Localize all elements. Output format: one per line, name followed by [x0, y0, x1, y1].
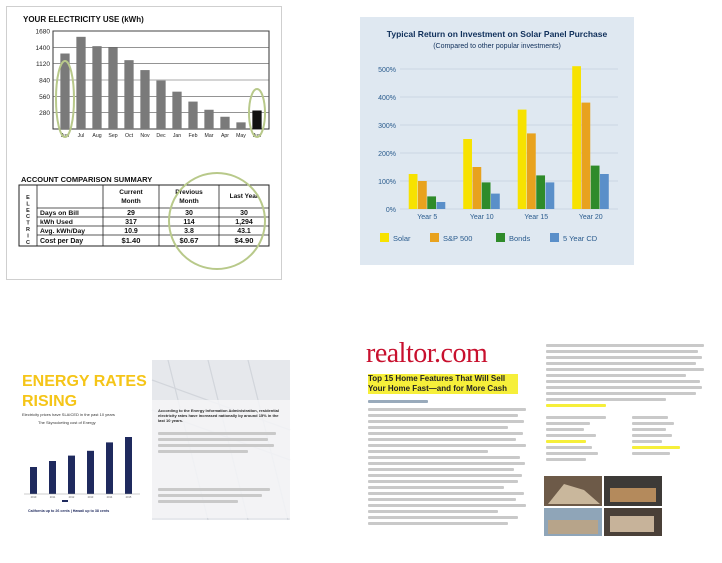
- electricity-xtick-label: Aug: [92, 133, 102, 139]
- energy-subtitle: Electricity prices have SLAICED in the past 10 years: [22, 412, 115, 417]
- energy-xtick-label: 2012: [68, 496, 75, 499]
- electricity-xtick-label: Nov: [140, 133, 150, 139]
- electricity-bar: [156, 81, 165, 129]
- summary-cell-value: 1,294: [235, 219, 253, 227]
- electricity-xtick-label: May: [236, 133, 246, 139]
- solar-legend-swatch: [550, 233, 559, 242]
- summary-cell-value: 10.9: [124, 228, 138, 236]
- realtor-logo[interactable]: realtor.com: [366, 338, 488, 369]
- electricity-ytick-label: 280: [39, 110, 50, 118]
- solar-roi-chart: [360, 17, 634, 265]
- energy-bar: [49, 461, 56, 494]
- energy-info-body: [158, 432, 278, 456]
- solar-bar: [536, 175, 545, 209]
- electricity-bar: [92, 46, 101, 129]
- solar-ytick-label: 100%: [378, 179, 396, 186]
- energy-xtick-label: 2011: [49, 496, 56, 499]
- solar-legend-label: 5 Year CD: [563, 234, 598, 243]
- energy-bar: [87, 451, 94, 494]
- energy-info-heading: According to the Energy Information Administration, residential electricity rates have increased nationally by around 15% in the last 10 years.: [158, 408, 279, 423]
- electricity-bar: [124, 60, 133, 129]
- solar-ytick-label: 400%: [378, 95, 396, 102]
- summary-row-label: Days on Bill: [40, 210, 79, 218]
- energy-legend-swatch: [62, 500, 68, 502]
- solar-chart-title: Typical Return on Investment on Solar Panel Purchase: [386, 29, 608, 39]
- summary-cell-value: $4.90: [234, 236, 254, 246]
- summary-side-label-letter: E: [26, 207, 30, 214]
- features-list-left: [546, 416, 626, 464]
- electricity-ytick-label: 1680: [35, 28, 50, 36]
- electricity-ytick-label: 1400: [35, 44, 50, 52]
- summary-side-label-letter: R: [26, 227, 30, 233]
- solar-ytick-label: 200%: [378, 151, 396, 158]
- electricity-xtick-label: Sep: [108, 133, 118, 139]
- solar-ytick-label: 300%: [378, 123, 396, 130]
- solar-legend-swatch: [430, 233, 439, 242]
- energy-title-line2: RISING: [22, 393, 78, 410]
- solar-bar: [463, 139, 472, 209]
- solar-ytick-label: 0%: [385, 207, 396, 214]
- summary-cell-value: 30: [185, 210, 193, 218]
- electricity-xtick-label: Feb: [188, 133, 198, 139]
- summary-cell-value: 30: [240, 210, 248, 218]
- energy-rates-panel[interactable]: [8, 360, 294, 520]
- summary-cell-value: 43.1: [237, 228, 251, 236]
- energy-title-line1: ENERGY RATES: [22, 373, 147, 390]
- summary-row-label: Cost per Day: [40, 238, 84, 246]
- electricity-xtick-label: Jun: [252, 133, 262, 139]
- solar-bar: [600, 174, 609, 209]
- solar-xtick-label: Year 20: [578, 214, 603, 221]
- summary-column-header: Previous: [175, 189, 203, 196]
- solar-legend-swatch: [496, 233, 505, 242]
- summary-side-label-letter: E: [26, 195, 30, 201]
- summary-cell-value: 317: [125, 219, 137, 227]
- summary-column-header: Month: [121, 198, 141, 205]
- summary-cell-value: 29: [127, 210, 135, 218]
- summary-cell-value: $0.67: [179, 236, 199, 246]
- realtor-headline[interactable]: Top 15 Home Features That Will Sell Your Home Fast—and for More Cash: [368, 374, 518, 394]
- solar-bar: [482, 182, 491, 209]
- electricity-bar: [236, 122, 245, 129]
- solar-chart-subtitle: (Compared to other popular investments): [433, 43, 561, 50]
- energy-xtick-label: 2014: [106, 496, 113, 499]
- summary-side-label-letter: I: [27, 233, 29, 240]
- solar-ytick-label: 500%: [378, 67, 396, 74]
- solar-bar: [527, 133, 536, 209]
- energy-footer: California up to 26 cents | Hawaii up to 38 cents: [28, 509, 110, 513]
- electricity-xtick-label: Oct: [124, 133, 134, 139]
- electricity-chart-title: YOUR ELECTRICITY USE (kWh): [23, 15, 144, 24]
- electricity-bar: [220, 117, 229, 129]
- electricity-xtick-label: Jan: [172, 133, 182, 139]
- summary-side-label-letter: T: [26, 220, 30, 227]
- electricity-xtick-label: Apr: [220, 133, 230, 139]
- summary-side-label-letter: C: [26, 239, 30, 246]
- solar-bar: [581, 103, 590, 209]
- summary-column-header: Current: [119, 189, 143, 196]
- solar-xtick-label: Year 10: [469, 214, 494, 221]
- solar-legend-label: Bonds: [509, 234, 531, 243]
- solar-legend-swatch: [380, 233, 389, 242]
- account-summary-title: ACCOUNT COMPARISON SUMMARY: [21, 175, 153, 184]
- realtor-article-panel[interactable]: [362, 338, 708, 558]
- summary-row-label: kWh Used: [40, 219, 73, 227]
- summary-row-label: Avg. kWh/Day: [40, 228, 86, 236]
- energy-bar: [30, 467, 37, 494]
- solar-bar: [491, 194, 500, 209]
- energy-xtick-label: 2015: [125, 496, 132, 499]
- electricity-bar: [188, 102, 197, 129]
- energy-info-footnote: [158, 488, 278, 506]
- summary-side-label-letter: L: [26, 201, 30, 208]
- summary-column-header: Last Year: [229, 193, 259, 200]
- energy-bar: [125, 437, 132, 494]
- electricity-bar: [108, 47, 117, 129]
- summary-side-label-letter: C: [26, 214, 30, 221]
- solar-bar: [427, 196, 436, 209]
- electricity-bar: [252, 111, 261, 129]
- solar-bar: [409, 174, 418, 209]
- electricity-bill-panel[interactable]: [6, 6, 282, 280]
- electricity-chart: [7, 7, 281, 279]
- solar-bar: [572, 66, 581, 209]
- energy-xtick-label: 2013: [87, 496, 94, 499]
- solar-legend-label: S&P 500: [443, 234, 473, 243]
- article-body-right: [546, 344, 706, 410]
- solar-bar: [418, 181, 427, 209]
- summary-cell-value: $1.40: [121, 236, 141, 246]
- energy-xtick-label: 2010: [30, 496, 37, 499]
- electricity-xtick-label: Jun: [60, 133, 70, 139]
- home-photos: [544, 476, 664, 536]
- solar-bar: [591, 166, 600, 209]
- summary-cell-value: 114: [183, 219, 195, 227]
- electricity-ytick-label: 560: [39, 93, 50, 101]
- electricity-bar: [204, 110, 213, 129]
- solar-roi-panel[interactable]: [360, 17, 634, 265]
- solar-bar: [546, 182, 555, 209]
- electricity-xtick-label: Dec: [156, 133, 166, 139]
- solar-bar: [437, 202, 446, 209]
- electricity-ytick-label: 840: [39, 77, 50, 85]
- electricity-xtick-label: Jul: [77, 133, 85, 139]
- solar-legend-label: Solar: [393, 234, 411, 243]
- summary-column-header: Month: [179, 198, 199, 205]
- energy-chart-caption: The Skyrocketing cost of Energy: [38, 420, 96, 425]
- electricity-bar: [172, 92, 181, 129]
- solar-bar: [518, 110, 527, 209]
- summary-cell-value: 3.8: [184, 228, 194, 236]
- features-list-right: [632, 416, 702, 458]
- electricity-ytick-label: 1120: [36, 61, 50, 69]
- electricity-bar: [140, 70, 149, 129]
- electricity-bar: [76, 37, 85, 129]
- energy-bar: [106, 442, 113, 494]
- article-body-left: [368, 400, 528, 528]
- energy-bar: [68, 456, 75, 494]
- solar-bar: [472, 167, 481, 209]
- electricity-xtick-label: Mar: [204, 133, 214, 139]
- solar-xtick-label: Year 15: [524, 214, 549, 221]
- solar-xtick-label: Year 5: [417, 214, 438, 221]
